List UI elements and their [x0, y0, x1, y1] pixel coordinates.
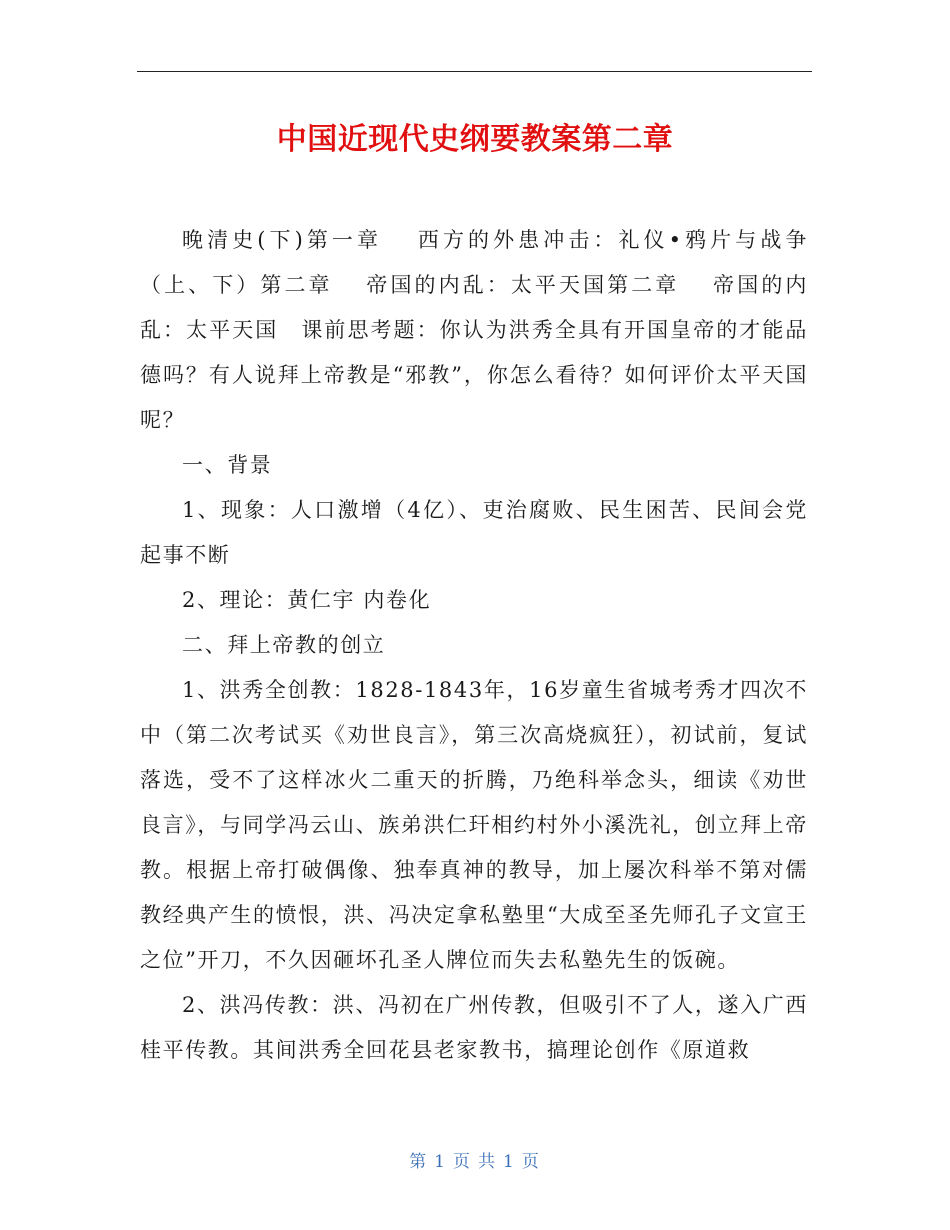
footer-total-label: 共: [478, 1152, 497, 1172]
paragraph-hong-feng-preaching: 2、洪冯传教：洪、冯初在广州传教，但吸引不了人，遂入广西桂平传教。其间洪秀全回花县老家教书，搞理论创作《原道救: [140, 993, 808, 1062]
paragraph-phenomenon: 1、现象：人口激增（4亿）、吏治腐败、民生困苦、民间会党起事不断: [140, 498, 808, 567]
heading-founding: 二、拜上帝教的创立: [182, 633, 386, 657]
footer-total-unit: 页: [521, 1152, 541, 1172]
paragraph-hong-founding: 1、洪秀全创教：1828-1843年，16岁童生省城考秀才四次不中（第二次考试买《劝世良言》，第三次高烧疯狂），初试前，复试落选，受不了这样冰火二重天的折腾，乃绝科举念头，细读《劝世良言》，与同学冯云山、族弟洪仁玕相约村外小溪洗礼，创立拜上帝教。根据上帝打破偶像、独奉真神的教导，加上屡次科举不第对儒教经典产生的愤恨，洪、冯决定拿私塾里“大成至圣先师孔子文宣王之位”开刀，不久因砸坏孔圣人牌位而失去私塾先生的饭碗。: [140, 678, 808, 972]
page-footer: [0, 1148, 950, 1176]
footer-page-number: 1: [434, 1152, 447, 1172]
header-rule: [137, 71, 812, 72]
document-title: 中国近现代史纲要教案第二章: [276, 122, 674, 157]
footer-page-label: 第: [409, 1152, 429, 1172]
footer-total-pages: 1: [503, 1152, 516, 1172]
heading-background: 一、背景: [182, 453, 273, 477]
paragraph-intro: 晚清史(下)第一章 西方的外患冲击：礼仪•鸦片与战争（上、下）第二章 帝国的内乱：太平天国第二章 帝国的内乱：太平天国 课前思考题：你认为洪秀全具有开国皇帝的才能品德吗？有人说拜上帝教是“邪教”，你怎么看待？如何评价太平天国呢？: [140, 228, 808, 432]
footer-page-unit: 页: [453, 1152, 472, 1172]
paragraph-theory: 2、理论：黄仁宇 内卷化: [182, 588, 432, 612]
document-body: [140, 218, 808, 1073]
